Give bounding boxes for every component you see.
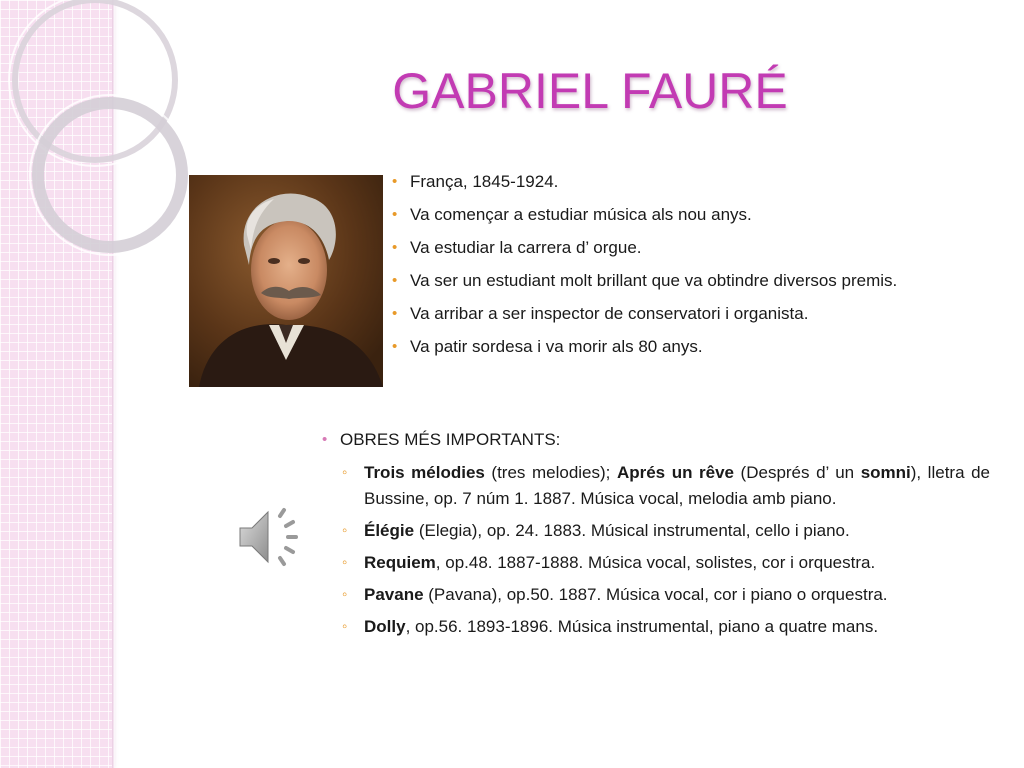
work-item xyxy=(340,550,990,576)
work-item xyxy=(340,518,990,544)
works-heading: • OBRES MÉS IMPORTANTS: xyxy=(322,428,560,452)
side-panel-edge xyxy=(112,0,115,768)
work-item xyxy=(340,614,990,640)
bio-item: • Va estudiar la carrera d’ orgue. xyxy=(392,236,990,260)
bio-item: • Va arribar a ser inspector de conservatori i organista. xyxy=(392,302,990,326)
work-detail: ), lletra de Bussine, op. 7 núm 1. 1887. Música vocal, melodia amb piano. xyxy=(364,463,990,508)
work-item xyxy=(340,582,990,608)
work-detail: , op.48. 1887-1888. Música vocal, solistes, cor i orquestra. xyxy=(435,553,876,572)
work-title: Pavane xyxy=(364,585,424,604)
work-title: somni xyxy=(860,463,911,482)
decorative-side-panel xyxy=(0,0,112,768)
portrait-image xyxy=(189,175,383,387)
bio-list xyxy=(392,170,990,368)
work-detail: , op.56. 1893-1896. Música instrumental, piano a quatre mans. xyxy=(405,617,879,636)
work-title: Dolly xyxy=(364,617,406,636)
work-detail: (tres melodies); xyxy=(484,463,617,482)
work-title: Élégie xyxy=(364,521,415,540)
work-detail: (Després d’ un xyxy=(734,463,861,482)
work-detail: (Elegia), op. 24. 1883. Músical instrumental, cello i piano. xyxy=(414,521,850,540)
works-list xyxy=(340,460,990,646)
bio-item: • Va patir sordesa i va morir als 80 anys. xyxy=(392,335,990,359)
work-title: Requiem xyxy=(364,553,436,572)
slide-title: GABRIEL FAURÉ xyxy=(392,63,788,119)
bio-item: • França, 1845-1924. xyxy=(392,170,990,194)
bio-item: • Va ser un estudiant molt brillant que va obtindre diversos premis. xyxy=(392,269,990,293)
work-detail: (Pavana), op.50. 1887. Música vocal, cor i piano o orquestra. xyxy=(423,585,888,604)
work-title: Trois mélodies xyxy=(364,463,485,482)
works-heading-list xyxy=(322,428,560,452)
speaker-icon[interactable] xyxy=(236,504,306,570)
work-title: Aprés un rêve xyxy=(616,463,734,482)
work-item xyxy=(340,460,990,512)
bio-item: • Va començar a estudiar música als nou anys. xyxy=(392,203,990,227)
